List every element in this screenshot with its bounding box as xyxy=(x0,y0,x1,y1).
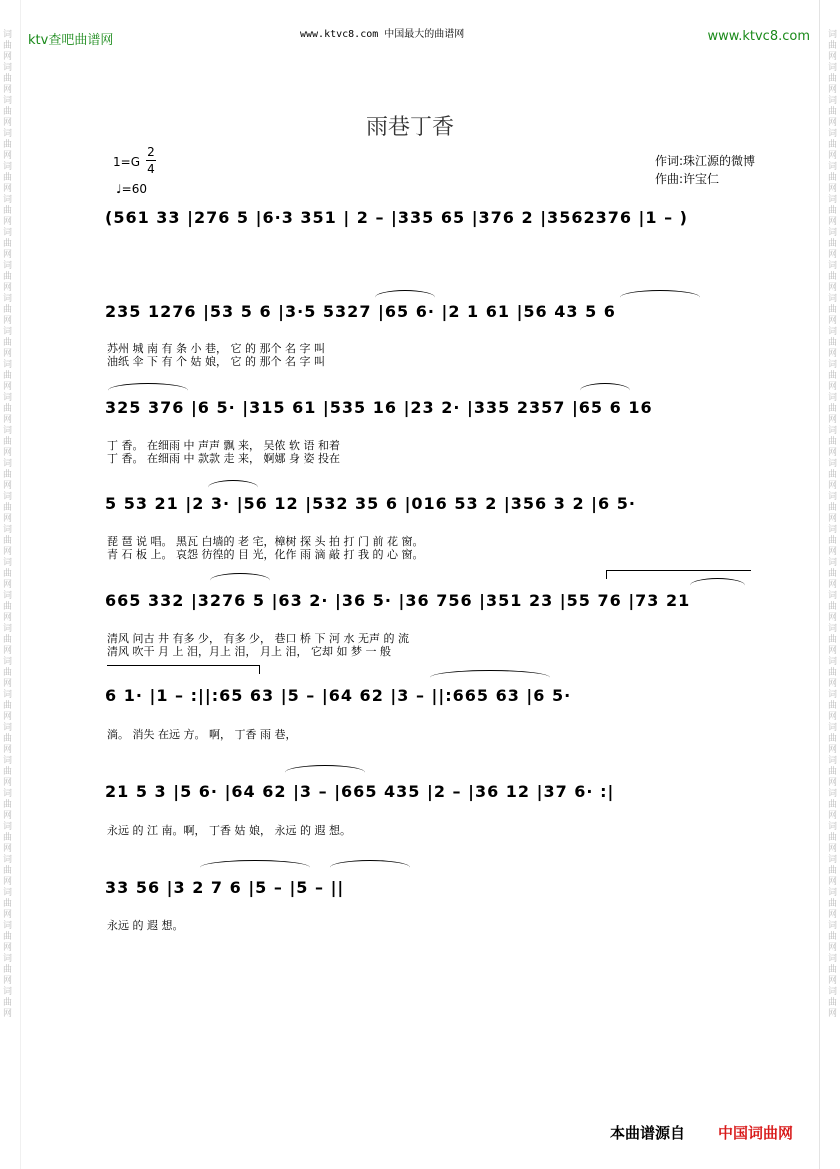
slur xyxy=(375,290,435,305)
time-top: 2 xyxy=(147,145,155,159)
lyric-line: 丁 香。 在细雨 中 款款 走 来， 婀娜 身 姿 投在 xyxy=(107,452,340,465)
composer-credit: 作曲:许宝仁 xyxy=(655,172,720,186)
row-notes: (561 33 |276 5 |6·3 351 | 2 – |335 65 |376 2 |3562376 |1 – ) xyxy=(105,208,688,227)
lyric-line: 清风 吹干 月 上 泪，月上 泪， 月上 泪， 它却 如 梦 一 般 xyxy=(107,645,391,658)
key-signature: 1=G xyxy=(113,155,140,169)
slur xyxy=(620,290,700,305)
site-name-left: ktv查吧曲谱网 xyxy=(28,33,114,48)
row-notes: 6 1· |1 – :||:65 63 |5 – |64 62 |3 – ||:665 63 |6 5· xyxy=(105,686,572,705)
lyric-line: 琵 琶 说 唱。 黑瓦 白墙的 老 宅，樟树 探 头 拍 打 门 前 花 窗。 xyxy=(107,535,424,548)
slur xyxy=(108,383,188,398)
row-notes: 235 1276 |53 5 6 |3·5 5327 |65 6· |2 1 61 |56 43 5 6 xyxy=(105,302,616,321)
score-row-1 xyxy=(105,208,755,234)
lyric-line: 淌。 消失 在远 方。 啊， 丁香 雨 巷， xyxy=(107,728,297,741)
row-notes: 33 56 |3 2 7 6 |5 – |5 – || xyxy=(105,878,345,897)
lyric-line: 苏州 城 南 有 条 小 巷， 它 的 那个 名 字 叫 xyxy=(107,342,325,355)
time-bottom: 4 xyxy=(147,162,155,176)
row-notes: 5 53 21 |2 3· |56 12 |532 35 6 |016 53 2 |356 3 2 |6 5· xyxy=(105,494,636,513)
slur xyxy=(210,573,270,588)
score-row-7 xyxy=(105,782,755,808)
lyric-line: 油纸 伞 下 有 个 姑 娘， 它 的 那个 名 字 叫 xyxy=(107,355,325,368)
slur xyxy=(580,383,630,398)
score-row-3 xyxy=(105,398,755,424)
slur xyxy=(690,578,745,593)
score-row-8 xyxy=(105,878,755,904)
lyricist-credit: 作词:珠江源的微博 xyxy=(655,154,756,168)
watermark-left: 词曲网词曲网词曲网词曲网词曲网词曲网词曲网词曲网词曲网词曲网词曲网词曲网词曲网词曲网词曲网词曲网词曲网词曲网词曲网词曲网词曲网词曲网词曲网词曲网词曲网词曲网词曲网词曲网词曲网词曲网 xyxy=(3,30,13,1019)
site-url-right: www.ktvc8.com xyxy=(707,29,810,44)
row-notes: 665 332 |3276 5 |63 2· |36 5· |36 756 |351 23 |55 76 |73 21 xyxy=(105,591,691,610)
left-margin-line xyxy=(20,0,21,1169)
lyric-line: 青 石 板 上。 哀怨 彷徨的 目 光，化作 雨 滴 敲 打 我 的 心 窗。 xyxy=(107,548,424,561)
slur xyxy=(285,765,365,780)
volta-bracket xyxy=(107,665,260,674)
footer-site-name: 中国词曲网 xyxy=(718,1124,794,1142)
score-row-2 xyxy=(105,302,755,328)
slur xyxy=(200,860,310,875)
score-row-6 xyxy=(105,686,755,712)
row-notes: 21 5 3 |5 6· |64 62 |3 – |665 435 |2 – |36 12 |37 6· :| xyxy=(105,782,615,801)
score-row-5 xyxy=(105,591,755,617)
footer-source-text: 本曲谱源自 xyxy=(610,1124,686,1142)
lyric-line: 清风 问古 井 有多 少， 有多 少， 巷口 桥 下 河 水 无声 的 流 xyxy=(107,632,409,645)
watermark-right: 词曲网词曲网词曲网词曲网词曲网词曲网词曲网词曲网词曲网词曲网词曲网词曲网词曲网词曲网词曲网词曲网词曲网词曲网词曲网词曲网词曲网词曲网词曲网词曲网词曲网词曲网词曲网词曲网词曲网词曲网 xyxy=(827,30,837,1019)
lyric-line: 丁 香。 在细雨 中 声声 飘 来， 吴侬 软 语 和着 xyxy=(107,439,340,452)
tempo-marking: ♩=60 xyxy=(116,182,147,196)
slur xyxy=(208,480,258,495)
slur xyxy=(330,860,410,875)
site-header-center: www.ktvc8.com 中国最大的曲谱网 xyxy=(300,29,465,40)
time-signature xyxy=(146,145,156,176)
score-row-4 xyxy=(105,494,755,520)
lyric-line: 永远 的 遐 想。 xyxy=(107,919,184,932)
right-margin-line xyxy=(819,0,820,1169)
volta-bracket xyxy=(606,570,751,579)
song-title: 雨巷丁香 xyxy=(365,115,454,140)
slur xyxy=(430,670,550,685)
lyric-line: 永远 的 江 南。啊， 丁香 姑 娘， 永远 的 遐 想。 xyxy=(107,824,351,837)
row-notes: 325 376 |6 5· |315 61 |535 16 |23 2· |335 2357 |65 6 16 xyxy=(105,398,653,417)
